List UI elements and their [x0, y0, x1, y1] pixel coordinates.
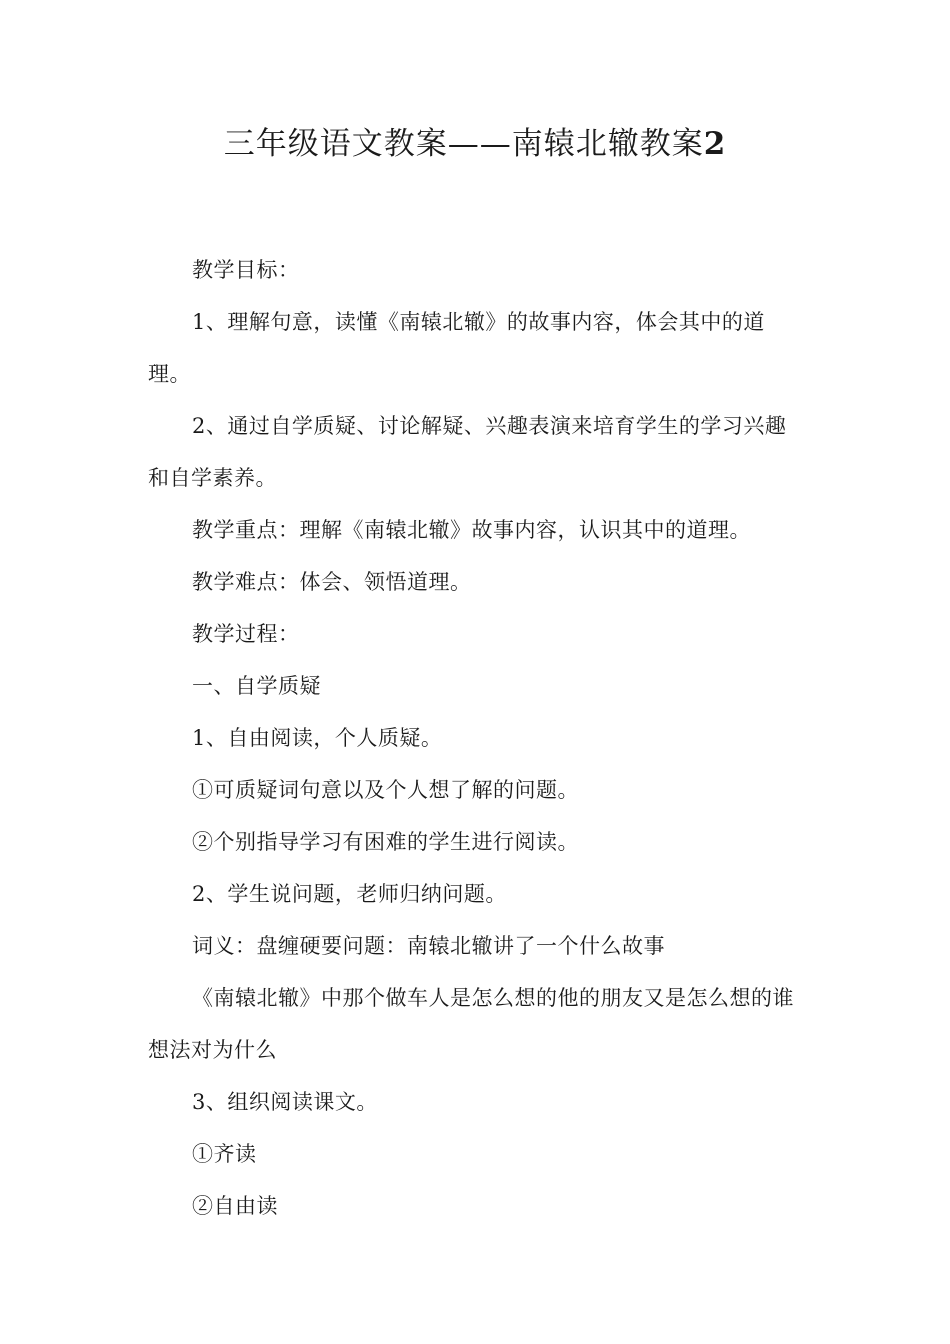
paragraph-step-1a: ①可质疑词句意以及个人想了解的问题。	[192, 778, 579, 802]
paragraph-step-3b: ②自由读	[192, 1194, 278, 1218]
paragraph-objective-1: 1、理解句意，读懂《南辕北辙》的故事内容，体会其中的道理。	[148, 310, 765, 386]
title-main: 三年级语文教案——南辕北辙教案	[223, 126, 704, 162]
paragraph-section-1: 一、自学质疑	[192, 674, 321, 698]
paragraph-questions: 《南辕北辙》中那个做车人是怎么想的他的朋友又是怎么想的谁想法对为什么	[148, 986, 794, 1062]
title-number: 2	[703, 126, 727, 162]
paragraph-vocabulary: 词义：盘缠硬要问题：南辕北辙讲了一个什么故事	[192, 934, 665, 958]
paragraph-key-point: 教学重点：理解《南辕北辙》故事内容，认识其中的道理。	[192, 518, 751, 542]
document-title	[0, 122, 950, 166]
paragraph-objective-2: 2、通过自学质疑、讨论解疑、兴趣表演来培育学生的学习兴趣和自学素养。	[148, 414, 787, 490]
paragraph-step-1b: ②个别指导学习有困难的学生进行阅读。	[192, 830, 579, 854]
paragraph-process-heading: 教学过程：	[192, 622, 300, 646]
document-body	[148, 244, 798, 1232]
paragraph-step-1: 1、自由阅读，个人质疑。	[192, 726, 443, 750]
paragraph-step-3a: ①齐读	[192, 1142, 257, 1166]
paragraph-step-2: 2、学生说问题，老师归纳问题。	[192, 882, 507, 906]
paragraph-step-3: 3、组织阅读课文。	[192, 1090, 378, 1114]
paragraph-difficulty: 教学难点：体会、领悟道理。	[192, 570, 472, 594]
paragraph-objectives-heading: 教学目标：	[192, 258, 300, 282]
